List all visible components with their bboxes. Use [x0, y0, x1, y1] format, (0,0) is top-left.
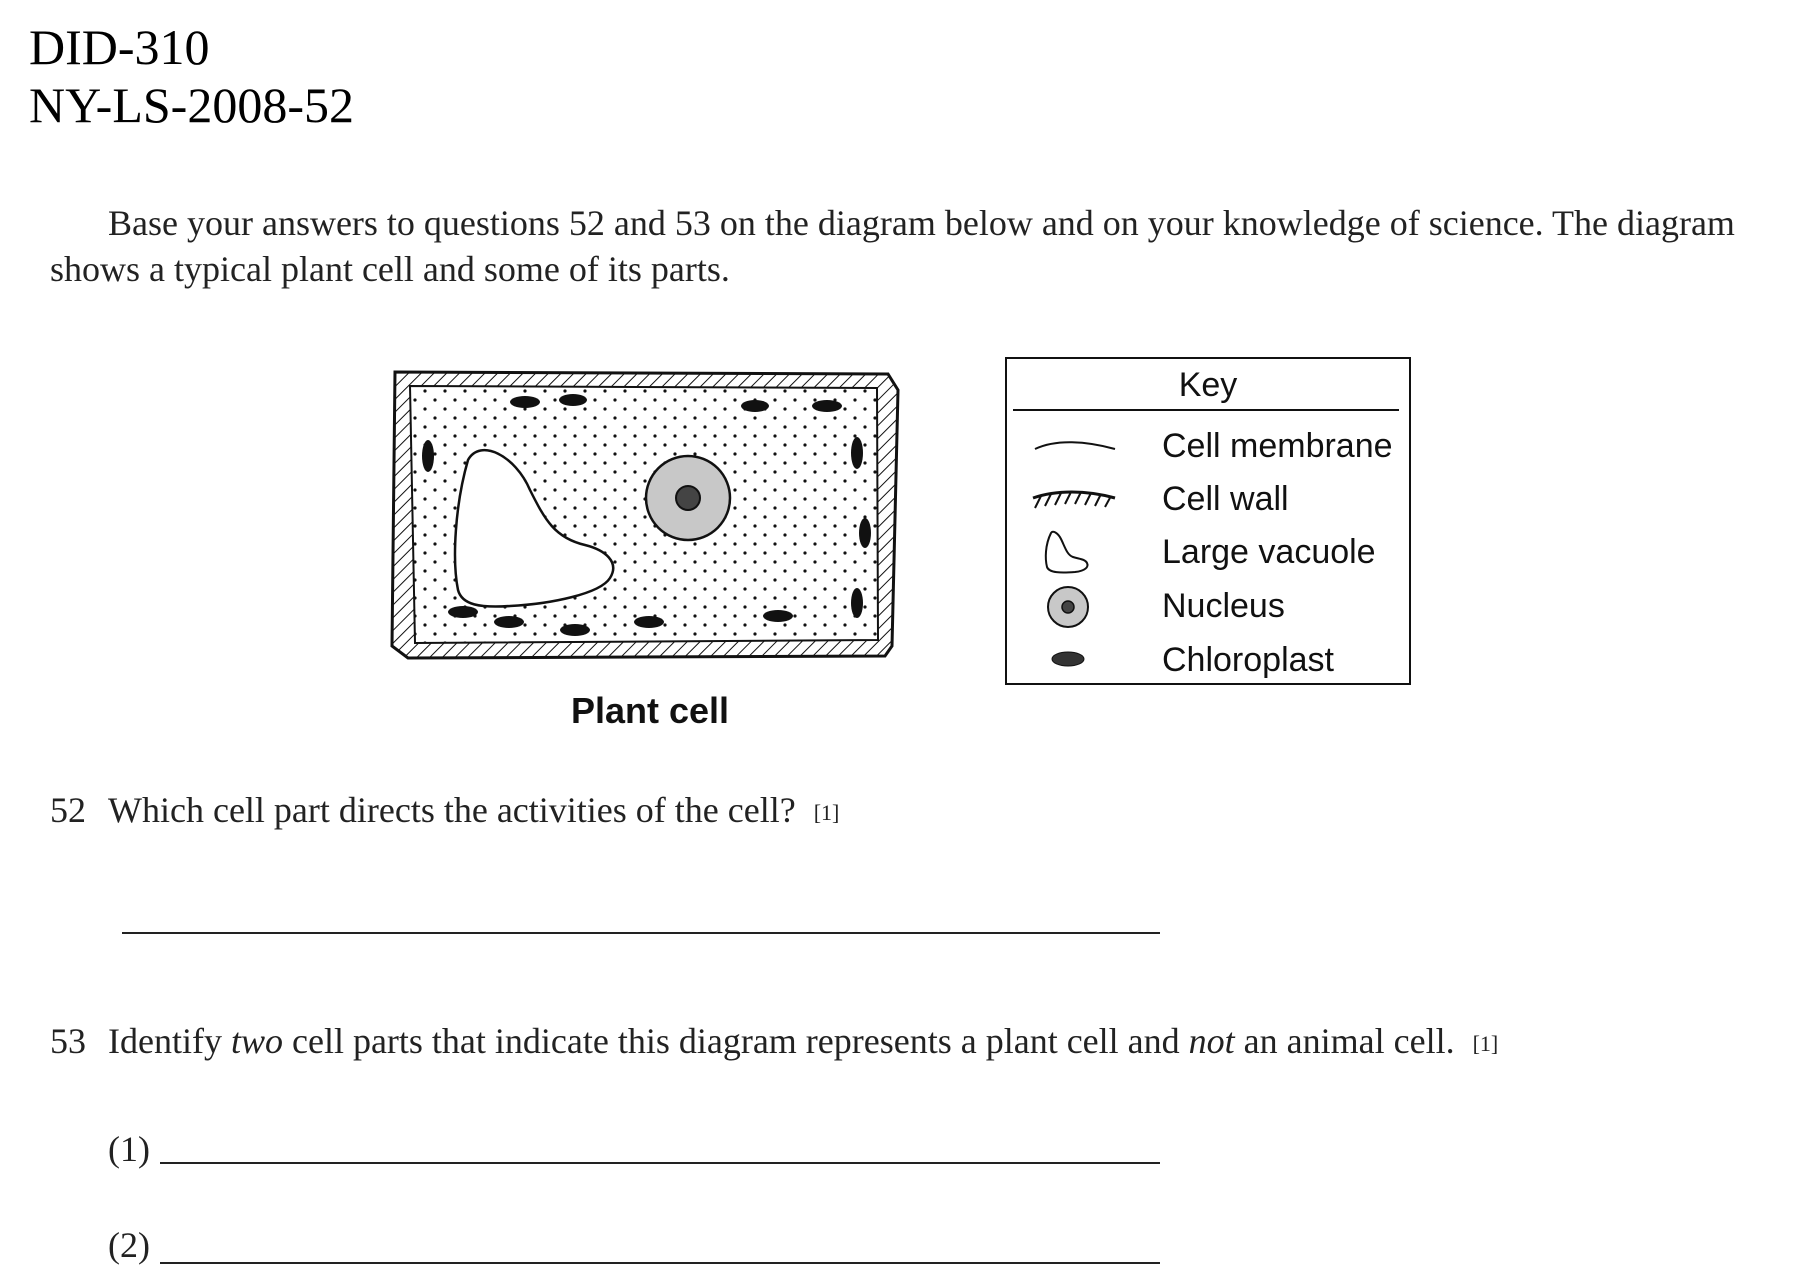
key-item-chloroplast	[1007, 635, 1409, 685]
chloroplast	[763, 610, 793, 622]
point-value: [1]	[813, 800, 840, 825]
answer-53-1-label: (1)	[108, 1129, 150, 1169]
figure-caption: Plant cell	[570, 690, 730, 731]
question-text-part: Identify	[108, 1021, 231, 1061]
question-52	[50, 788, 839, 835]
key-item-cell-membrane	[1007, 421, 1409, 471]
intro-paragraph	[50, 200, 1770, 292]
chloroplast	[510, 396, 540, 408]
answer-53-1-line[interactable]	[160, 1162, 1160, 1164]
key-item-nucleus	[1007, 581, 1409, 631]
question-53	[50, 1019, 1498, 1066]
question-text-emphasis: two	[230, 1021, 283, 1061]
diagram-key	[1005, 357, 1411, 685]
document-id-line-1: DID-310	[29, 19, 210, 75]
chloroplast	[559, 394, 587, 406]
document-id	[29, 18, 354, 134]
question-text-part: an animal cell.	[1234, 1021, 1455, 1061]
key-label: Large vacuole	[1162, 533, 1376, 571]
key-label: Cell wall	[1162, 480, 1289, 518]
chloroplast	[859, 518, 871, 548]
chloroplast	[851, 588, 863, 618]
cell-membrane-icon	[1031, 421, 1121, 471]
chloroplast	[448, 606, 478, 618]
chloroplast	[494, 616, 524, 628]
chloroplast	[560, 624, 590, 636]
chloroplast	[741, 400, 769, 412]
intro-text: Base your answers to questions 52 and 53 on the diagram below and on your knowledge of science. The diagram shows a typical plant cell and some of its parts.	[50, 203, 1735, 289]
nucleolus	[676, 486, 700, 510]
chloroplast	[812, 400, 842, 412]
answer-53-2-line[interactable]	[160, 1262, 1160, 1264]
key-divider	[1013, 409, 1399, 411]
key-item-cell-wall	[1007, 474, 1409, 524]
key-label: Nucleus	[1162, 587, 1285, 625]
vacuole-icon	[1031, 527, 1121, 577]
chloroplast	[851, 437, 863, 469]
answer-53-2-label: (2)	[108, 1225, 150, 1265]
cell-wall-icon	[1031, 474, 1121, 524]
key-title: Key	[1178, 366, 1238, 404]
question-text-emphasis: not	[1188, 1021, 1235, 1061]
key-label: Chloroplast	[1162, 641, 1334, 679]
key-label: Cell membrane	[1162, 427, 1393, 465]
key-item-large-vacuole	[1007, 527, 1409, 577]
document-id-line-2: NY-LS-2008-52	[29, 77, 354, 133]
point-value: [1]	[1472, 1031, 1499, 1056]
question-text: Which cell part directs the activities of the cell?	[108, 790, 796, 830]
question-text-part: cell parts that indicate this diagram represents a plant cell and	[282, 1021, 1189, 1061]
chloroplast-icon	[1031, 635, 1121, 685]
chloroplast	[634, 616, 664, 628]
chloroplast	[422, 440, 434, 472]
question-number: 53	[50, 1021, 86, 1061]
question-number: 52	[50, 790, 86, 830]
nucleus-icon	[1031, 581, 1121, 631]
answer-52-line[interactable]	[122, 932, 1160, 934]
